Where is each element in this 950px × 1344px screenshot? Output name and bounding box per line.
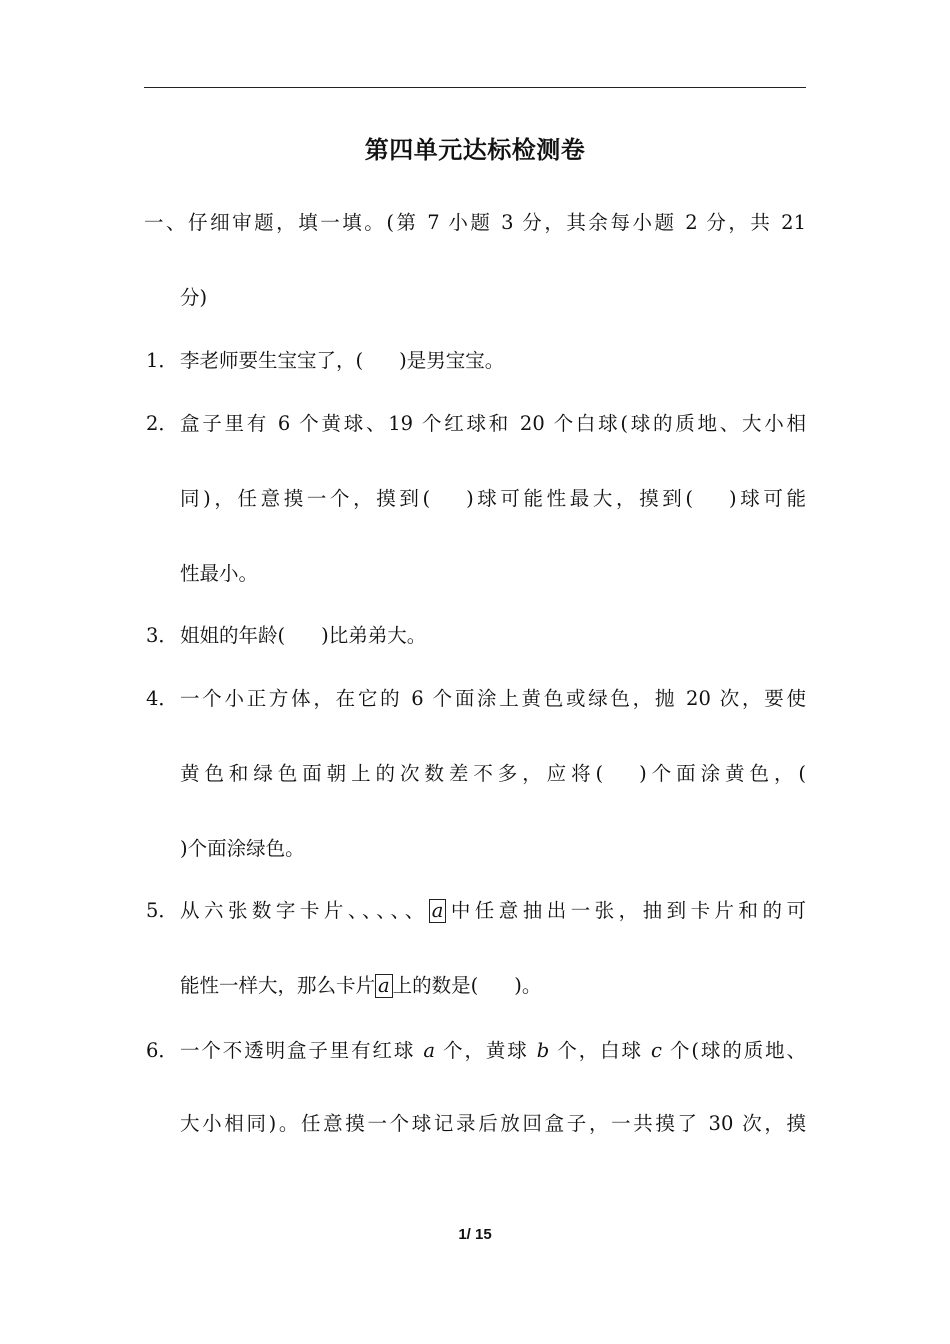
- card-a-box: a: [429, 899, 447, 923]
- question-6-line1: 一个不透明盒子里有红球 a 个，黄球 b 个，白球 c 个(球的质地、: [180, 1039, 806, 1062]
- question-2-line3: 性最小。: [180, 562, 259, 585]
- question-5-line1: 从六张数字卡片、、、、、 a 中任意抽出一张，抽到卡片和的可: [180, 899, 806, 922]
- question-number: 3．: [146, 624, 178, 647]
- section-heading: [144, 208, 806, 238]
- question-number: 4．: [146, 687, 178, 710]
- question-4-line3: )个面涂绿色。: [180, 837, 305, 860]
- question-4-line1: 一个小正方体，在它的 6 个面涂上黄色或绿色，抛 20 次，要使: [180, 687, 806, 710]
- question-number: 5．: [146, 899, 178, 922]
- header-rule: [144, 87, 806, 88]
- question-number: 2．: [146, 412, 178, 435]
- question-1-text: 李老师要生宝宝了，( )是男宝宝。: [180, 349, 505, 372]
- page-number: 1/ 15: [458, 1226, 492, 1243]
- section-heading-line1: 一、仔细审题，填一填。(第 7 小题 3 分，其余每小题 2 分，共 21: [144, 211, 806, 234]
- question-5-line2: 能性一样大，那么卡片 a 上的数是( )。: [180, 974, 542, 997]
- question-3-text: 姐姐的年龄( )比弟弟大。: [180, 624, 427, 647]
- question-number: 1．: [146, 349, 178, 372]
- question-2-line1: 盒子里有 6 个黄球、19 个红球和 20 个白球(球的质地、大小相: [180, 412, 806, 435]
- page-title: 第四单元达标检测卷: [364, 136, 586, 164]
- question-number: 6．: [146, 1039, 178, 1062]
- section-heading-line2: 分): [180, 286, 208, 309]
- card-a-box: a: [375, 974, 393, 998]
